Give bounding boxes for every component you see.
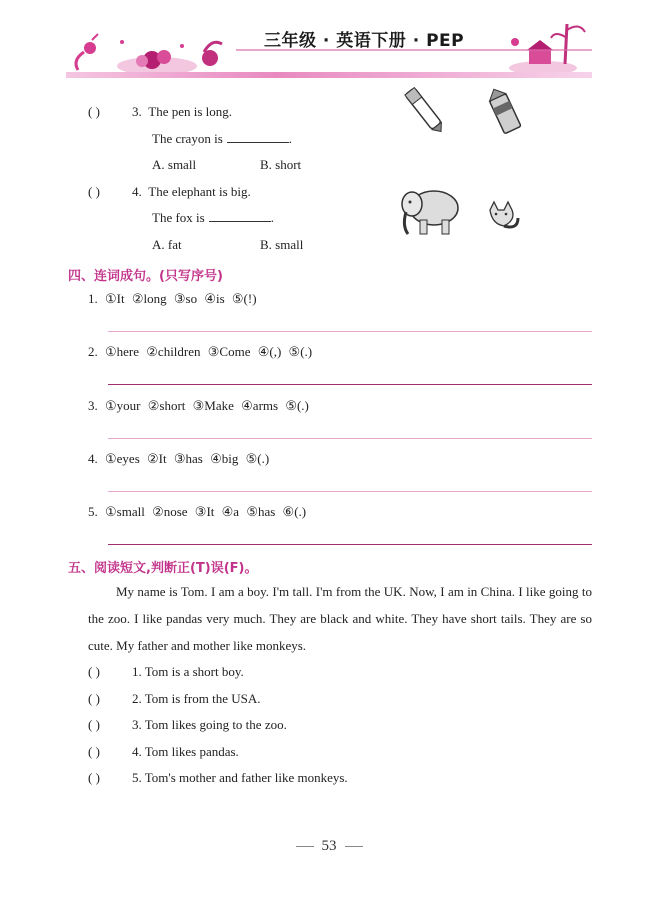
passage-text: My name is Tom. I am a boy. I'm tall. I'm from the UK. Now, I am in China. I like going to the zoo. I like pandas very much. They are black and white. They have short tails. They are so cute. My father and mother like monkeys. <box>88 584 592 653</box>
statement-2 <box>88 691 261 707</box>
answer-line-2[interactable] <box>108 384 592 385</box>
statement-5 <box>88 770 348 786</box>
dash-left <box>296 846 314 847</box>
dash-right <box>345 846 363 847</box>
page-number <box>0 838 658 855</box>
elephant-icon <box>398 182 462 238</box>
option-a: A. small <box>152 157 197 172</box>
question-3-prompt <box>152 131 292 147</box>
statement-1 <box>88 664 244 680</box>
section-5-title: 五、阅读短文,判断正(T)误(F)。 <box>68 561 258 576</box>
prompt-text: The crayon is <box>152 131 223 146</box>
answer-paren[interactable]: ( ) <box>88 691 100 706</box>
statement-text: 2. Tom is from the USA. <box>132 691 261 706</box>
option-b: B. short <box>260 157 302 172</box>
question-stem: The pen is long. <box>148 104 233 119</box>
reading-passage <box>88 578 592 659</box>
answer-paren[interactable]: ( ) <box>88 770 100 785</box>
page-number-value: 53 <box>321 838 337 854</box>
reorder-item-5: 5. ①small ②nose ③It ④a ⑤has ⑥(.) <box>88 504 307 519</box>
question-3-stem: ( ) 3. The pen is long. <box>88 104 233 119</box>
answer-line-4[interactable] <box>108 491 592 492</box>
question-4-prompt <box>152 210 274 226</box>
reorder-item-2: 2. ①here ②children ③Come ④(,) ⑤(.) <box>88 344 313 359</box>
statement-4 <box>88 744 239 760</box>
question-4-stem: ( ) 4. The elephant is big. <box>88 184 251 199</box>
question-4-options <box>152 237 303 253</box>
statement-text: 1. Tom is a short boy. <box>132 664 244 679</box>
prompt-end: . <box>288 131 293 146</box>
answer-paren[interactable]: ( ) <box>88 104 100 119</box>
option-a: A. fat <box>152 237 182 252</box>
fill-blank[interactable] <box>209 220 271 222</box>
statement-text: 4. Tom likes pandas. <box>132 744 239 759</box>
answer-paren[interactable]: ( ) <box>88 744 100 759</box>
header-band <box>66 72 592 78</box>
reorder-item-3: 3. ①your ②short ③Make ④arms ⑤(.) <box>88 398 309 413</box>
prompt-text: The fox is <box>152 210 205 225</box>
statement-text: 5. Tom's mother and father like monkeys. <box>132 770 348 785</box>
statement-text: 3. Tom likes going to the zoo. <box>132 717 287 732</box>
prompt-end: . <box>270 210 274 225</box>
question-3-options <box>152 157 301 173</box>
section-4-title: 四、连词成句。(只写序号) <box>68 269 223 284</box>
answer-line-3[interactable] <box>108 438 592 439</box>
pen-icon <box>402 84 448 138</box>
answer-line-5[interactable] <box>108 544 592 545</box>
statement-3 <box>88 717 287 733</box>
question-number: 3 <box>132 104 139 119</box>
floral-decoration-left <box>62 30 232 76</box>
reorder-item-4: 4. ①eyes ②It ③has ④big ⑤(.) <box>88 451 270 466</box>
question-number: 4 <box>132 184 139 199</box>
fox-icon <box>482 200 522 236</box>
question-stem: The elephant is big. <box>148 184 251 199</box>
reorder-item-1: 1. ①It ②long ③so ④is ⑤(!) <box>88 291 257 306</box>
answer-line-1[interactable] <box>108 331 592 332</box>
answer-paren[interactable]: ( ) <box>88 184 100 199</box>
crayon-icon <box>484 86 524 136</box>
answer-paren[interactable]: ( ) <box>88 664 100 679</box>
answer-paren[interactable]: ( ) <box>88 717 100 732</box>
option-b: B. small <box>260 237 304 252</box>
fill-blank[interactable] <box>227 141 289 143</box>
header-title: 三年级 · 英语下册 · PEP <box>264 31 465 51</box>
